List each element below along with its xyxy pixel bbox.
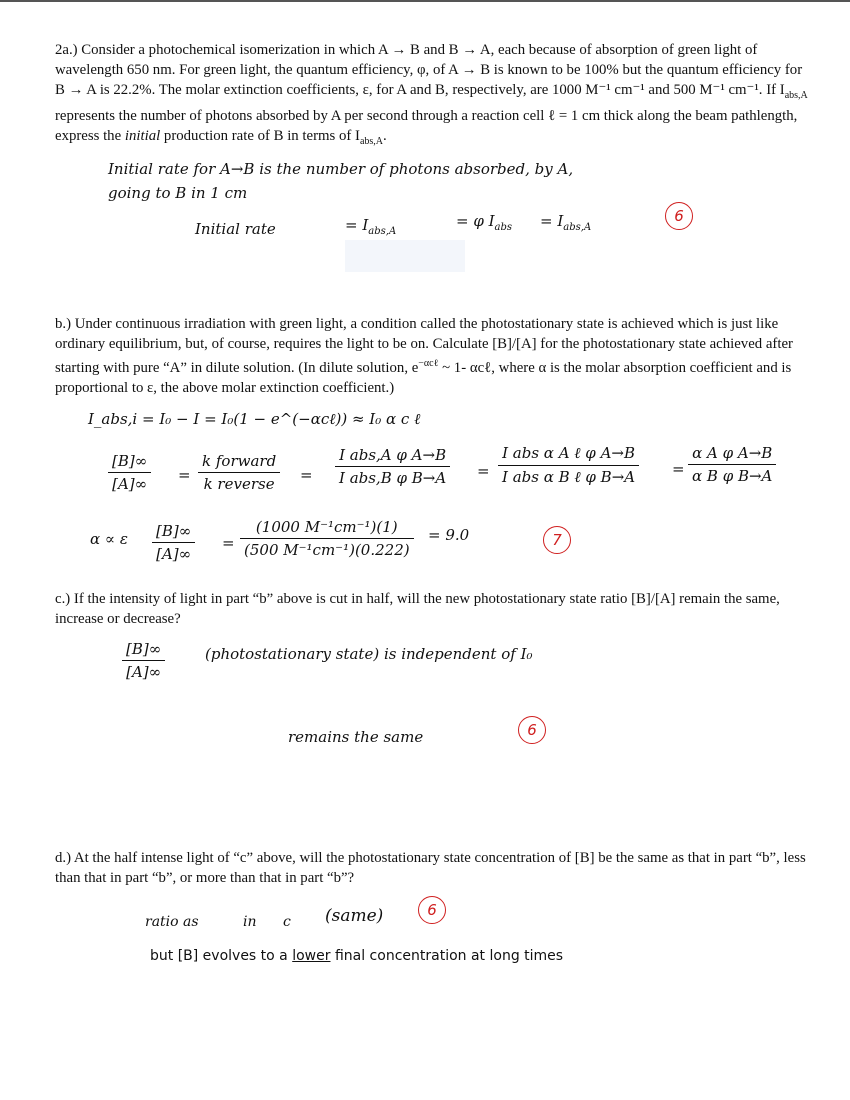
answer-b-lhs: $\frac{[B]\infty}{[A]\infty}$ — [108, 452, 151, 493]
question-2c: c.) If the intensity of light in part “b” above is cut in half, will the new photostationary state ratio [B]/[A] remain the same, increase or decrease? — [55, 591, 780, 627]
equals-sign: = — [477, 462, 490, 480]
answer-c-text2: remains the same — [288, 728, 424, 746]
answer-d-in: in — [243, 914, 257, 930]
answer-a-line1: Initial rate for A→B is the number of photons absorbed, by A, — [108, 160, 574, 178]
answer-b-prop: α ∝ ε — [90, 530, 128, 548]
answer-b-frac2: I abs,A φ A→B I abs,B φ B→A — [335, 446, 450, 487]
answer-b-frac3: I abs α A ℓ φ A→B I abs α B ℓ φ B→A — [498, 444, 639, 487]
answer-b-line1: I_abs,i = I₀ − I = I₀(1 − e^(−αcℓ)) ≈ I₀ α c ℓ — [88, 410, 421, 428]
answer-a-label: Initial rate — [195, 220, 276, 238]
question-2b: b.) Under continuous irradiation with green light, a condition called the photostationary state is achieved which is just like ordinary equilibrium, but, of course, requires the light to be on. Calculate [B]/[A] for the photostationary state achieved after starting with pure “A” in dilute solution. (In dilute solution, $e^{-\alpha c\ell}$ ~ 1- αcℓ, where α is the molar absorption coefficient and is proportional to ε, the above molar extinction coefficient.) — [55, 316, 793, 396]
answer-b-frac4: $\frac{\text{α A φ A→B}}{\text{α B φ B→A}}$ — [688, 444, 776, 485]
answer-b-calc: $\frac{\text{(1000 M⁻¹cm⁻¹)(1)}}{\text{(500 M⁻¹cm⁻¹)(0.222)}}$ — [240, 518, 414, 559]
answer-b-ratio: $\frac{[B]\infty}{[A]\infty}$ — [152, 522, 195, 563]
answer-d-typed: but [B] evolves to a lower final concentration at long times — [150, 948, 564, 964]
answer-c-text: (photostationary state) is independent of I₀ — [205, 645, 533, 663]
question-2d: d.) At the half intense light of “c” above, will the photostationary state concentration of [B] be the same as that in part “b”, less than that in part “b”, or more than that in part “b”? — [55, 850, 806, 886]
answer-d-ratio: ratio as — [145, 914, 199, 930]
grade-d: 6 — [418, 896, 446, 924]
answer-d-same: (same) — [325, 906, 384, 926]
question-2a: 2a.) Consider a photochemical isomerization in which A → B and B → A, each because of absorption of green light of wavelength 650 nm. For green light, the quantum efficiency, φ, of A → B is known to be 100% but the quantum efficiency for B → A is 22.2%. The molar extinction coefficients, ε, for A and B, respectively, are 1000 M⁻¹ cm⁻¹ and 500 M⁻¹ cm⁻¹. If $I_{abs,A}$ represents the number of photons absorbed by A per second through a reaction cell ℓ = 1 cm thick along the beam pathlength, express the initial production rate of B in terms of $I_{abs,A}$. — [55, 42, 808, 147]
answer-a-eq1: = $I_{abs,A}$ — [345, 216, 397, 237]
answer-d-c: c — [283, 914, 291, 930]
answer-a-line2: going to B in 1 cm — [108, 184, 248, 202]
grade-b: 7 — [543, 526, 571, 554]
answer-b-frac1: k forward k reverse — [198, 452, 280, 493]
equals-sign: = — [178, 466, 191, 484]
answer-b-result: = 9.0 — [428, 526, 470, 544]
equals-sign: = — [672, 460, 685, 478]
paper-smudge — [345, 240, 465, 272]
grade-c: 6 — [518, 716, 546, 744]
equals-sign: = — [222, 534, 235, 552]
equals-sign: = — [300, 466, 313, 484]
top-border-line — [0, 0, 850, 2]
answer-a-eq3: = $I_{abs,A}$ — [540, 212, 592, 233]
grade-a: 6 — [665, 202, 693, 230]
answer-c-ratio: $\frac{[B]\infty}{[A]\infty}$ — [122, 640, 165, 681]
answer-a-eq2: = φ $I_{abs}$ — [456, 212, 513, 233]
